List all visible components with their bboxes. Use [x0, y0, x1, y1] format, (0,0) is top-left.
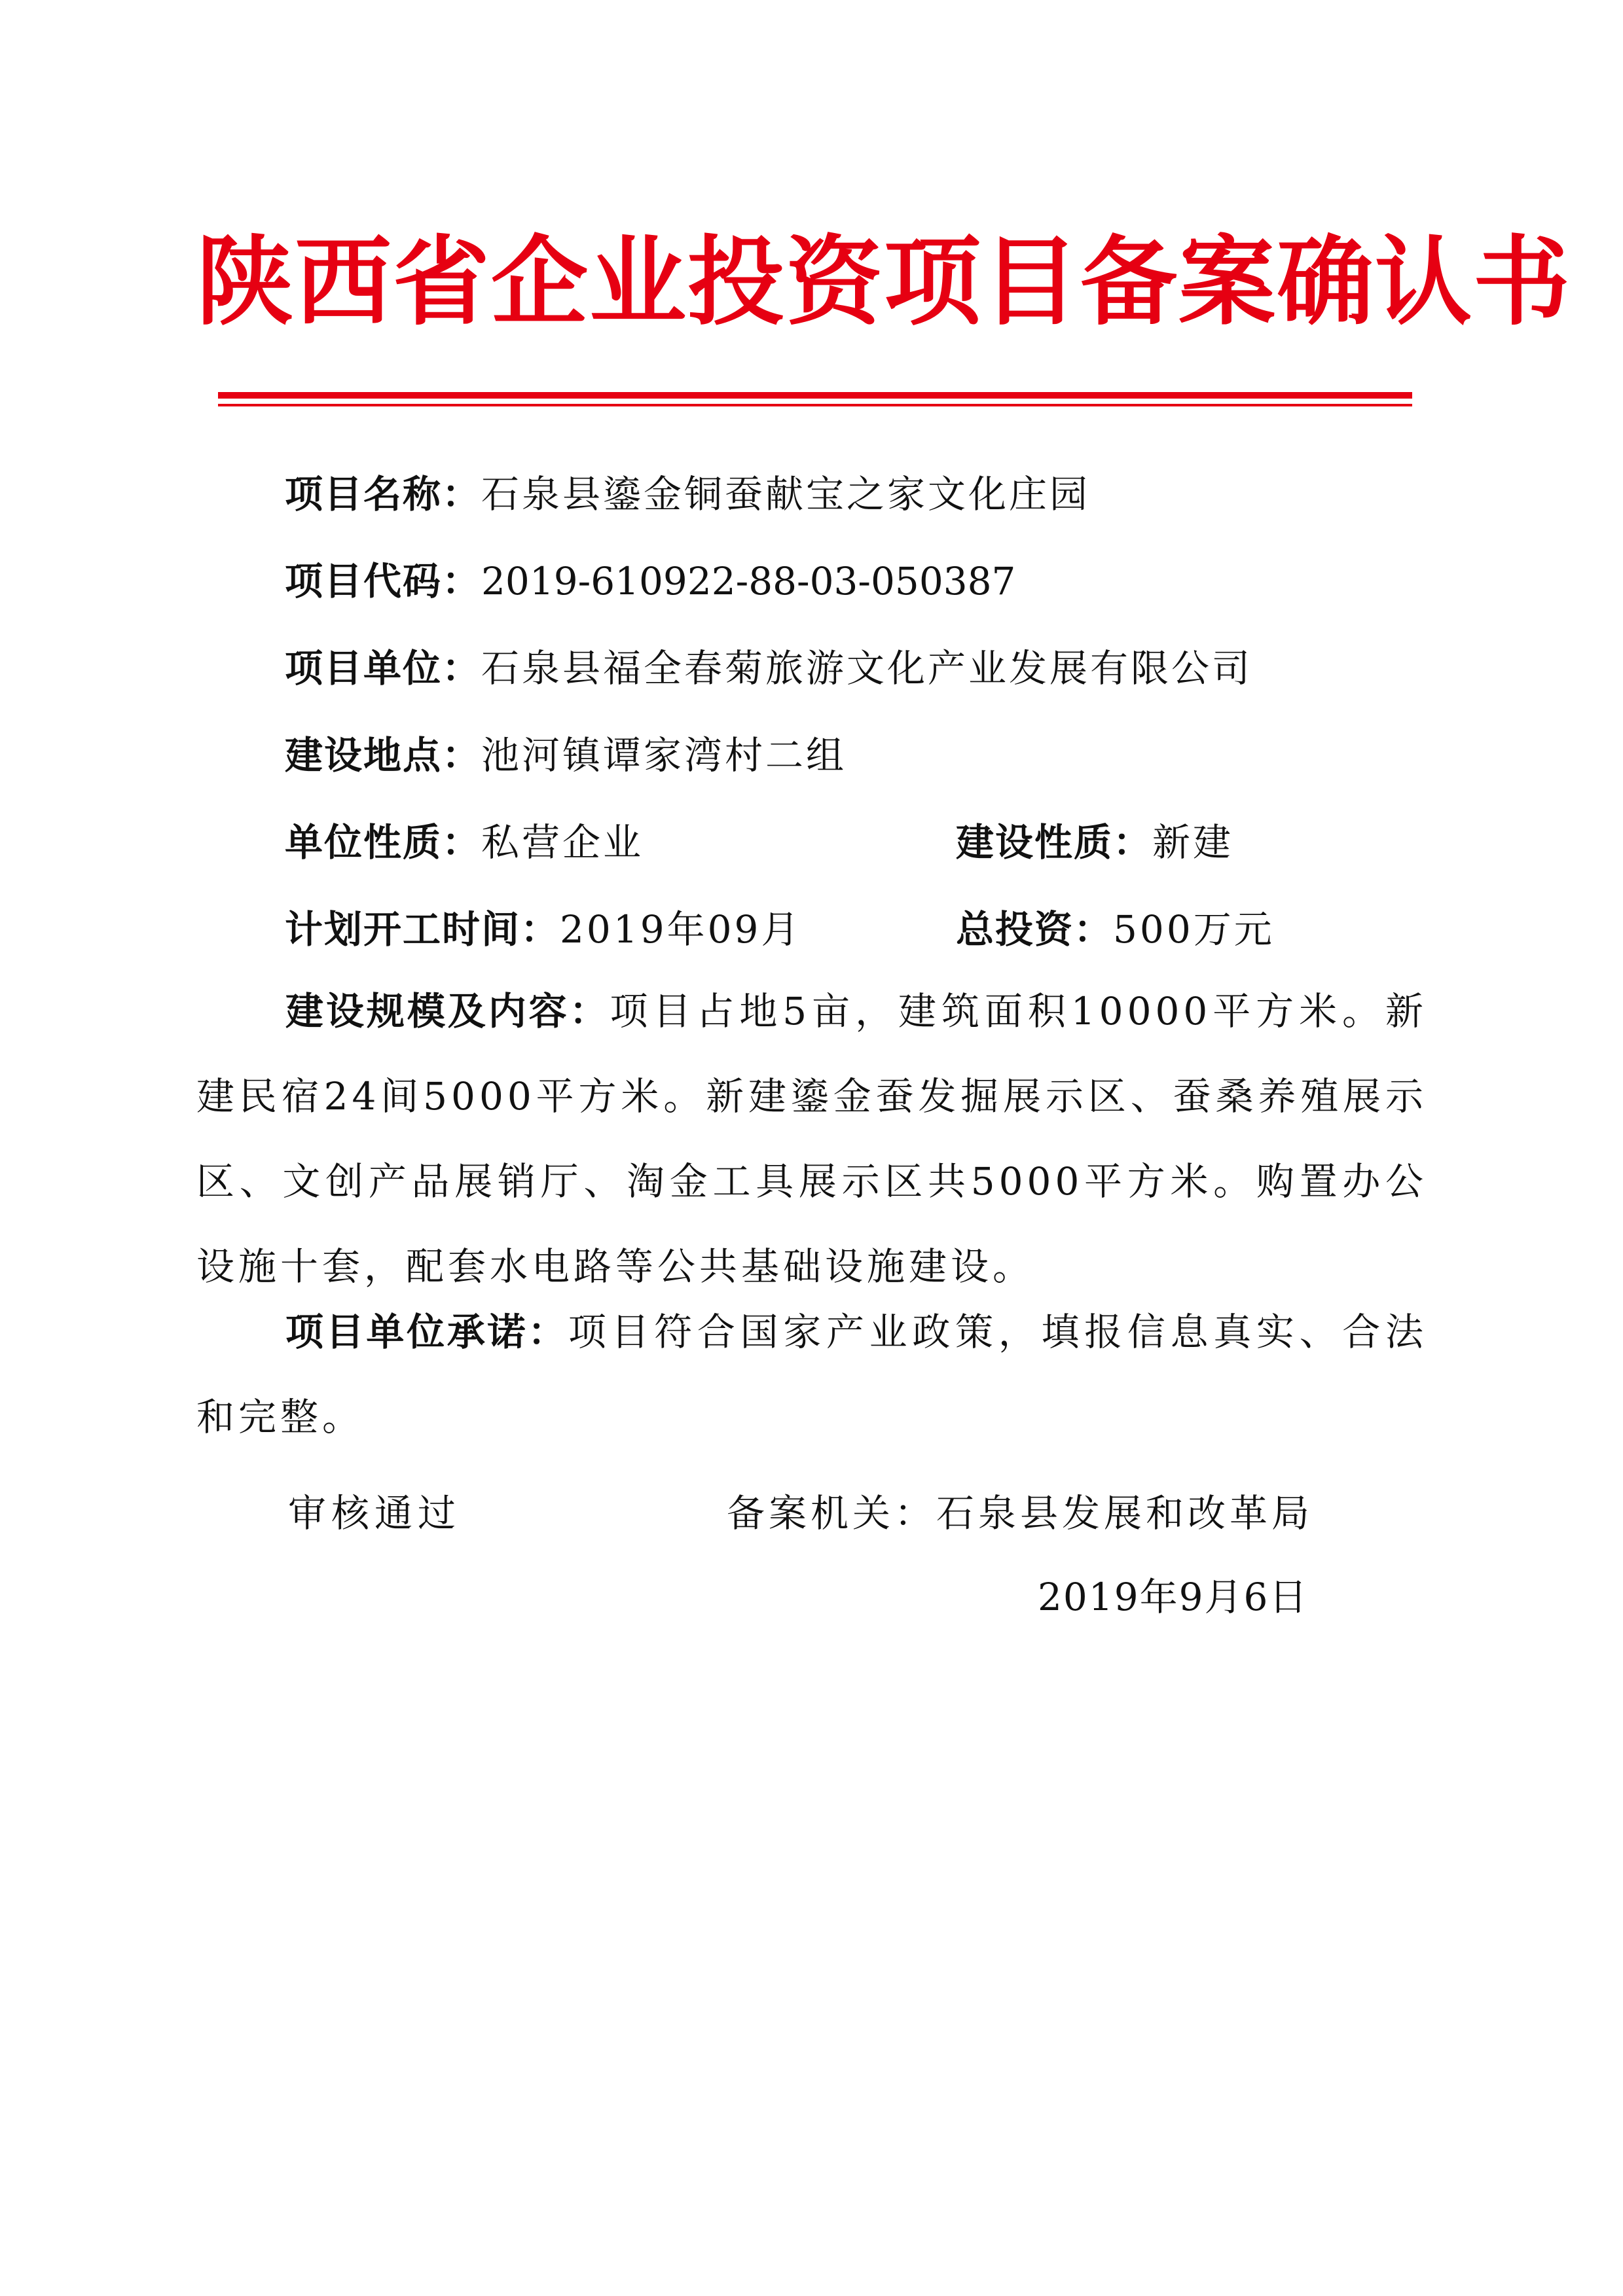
- field-site: [285, 729, 847, 781]
- field-label: 单位性质：: [285, 820, 482, 865]
- field-value: 石泉县福全春菊旅游文化产业发展有限公司: [481, 646, 1253, 691]
- commitment-paragraph: [196, 1289, 1427, 1460]
- field-label: 总投资：: [956, 907, 1114, 952]
- filing-authority: 备案机关：石泉县发展和改革局: [727, 1491, 1314, 1535]
- field-value: 2019年09月: [560, 907, 802, 952]
- field-unit-nature: [285, 816, 644, 869]
- field-label: 项目代码：: [285, 559, 482, 603]
- review-status: 审核通过: [288, 1491, 462, 1535]
- construction-scope-paragraph: [196, 969, 1427, 1309]
- field-value: 私营企业: [481, 820, 644, 865]
- field-project-name: [285, 468, 1090, 520]
- document-title: 陕西省企业投资项目备案确认书: [196, 224, 1571, 338]
- commitment-label: 项目单位承诺：: [285, 1310, 568, 1354]
- field-value: 石泉县鎏金铜蚕献宝之家文化庄园: [481, 472, 1091, 516]
- scope-text: 项目占地5亩，建筑面积10000平方米。新建民宿24间5000平方米。新建鎏金蚕发掘展示区、蚕桑养殖展示区、文创产品展销厅、淘金工具展示区共5000平方米。购置办公设施十套，配套水电路等公共基础设施建设。: [196, 989, 1427, 1289]
- field-value: 2019-610922-88-03-050387: [481, 559, 1016, 603]
- field-label: 计划开工时间：: [285, 907, 560, 952]
- field-value: 池河镇谭家湾村二组: [481, 733, 847, 778]
- scope-label: 建设规模及内容：: [285, 989, 610, 1033]
- filing-date: 2019年9月6日: [1038, 1575, 1309, 1619]
- field-project-unit: [285, 642, 1252, 694]
- commitment-text: 项目符合国家产业政策，填报信息真实、合法和完整。: [196, 1310, 1427, 1439]
- title-rule-thin: [218, 404, 1412, 406]
- field-label: 建设性质：: [956, 820, 1153, 865]
- field-total-investment: [956, 903, 1275, 956]
- field-construction-nature: [956, 816, 1233, 869]
- title-rule-thick: [218, 392, 1412, 399]
- field-label: 项目单位：: [285, 646, 482, 691]
- field-label: 项目名称：: [285, 472, 482, 516]
- field-value: 新建: [1152, 820, 1234, 865]
- field-label: 建设地点：: [285, 733, 482, 778]
- field-project-code: [285, 555, 1015, 607]
- field-start-time: [285, 903, 801, 956]
- field-value: 500万元: [1113, 907, 1275, 952]
